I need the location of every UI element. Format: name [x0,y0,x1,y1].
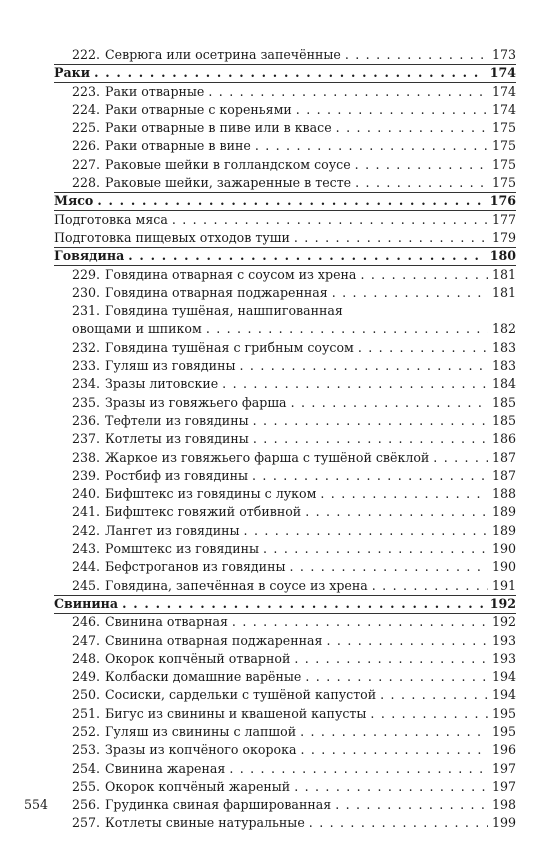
dot-leader [380,686,488,704]
entry-title: Бифштекс говяжий отбивной [105,504,302,520]
section-title: Раки [54,65,91,81]
entry-page: 174 [491,83,516,99]
dot-leader [128,247,485,265]
entry-label [54,192,93,210]
dot-leader [332,284,488,302]
entry-page: 181 [491,266,516,282]
entry-label [54,632,323,650]
section-rule-bottom [54,265,516,266]
entry-number: 257. [72,815,101,831]
entry-label [54,449,429,467]
entry-number: 235. [72,394,101,410]
entry-label [54,558,286,576]
entry-number: 236. [72,412,101,428]
entry-page: 196 [491,742,516,758]
entry-label [54,284,328,302]
entry-page: 174 [491,101,516,117]
dot-leader [300,723,488,741]
section-title: Свинина [54,595,119,611]
entry-number: 239. [72,467,101,483]
toc-entry [54,814,516,832]
entry-title: Раки отварные [105,83,205,99]
entry-label [54,247,124,265]
entry-label [54,741,296,759]
toc-section-heading [54,595,516,613]
entry-label [54,796,331,814]
entry-number: 243. [72,541,101,557]
toc-entry [54,632,516,650]
entry-label [54,119,332,137]
entry-label [54,778,290,796]
entry-title: Говядина, запечённая в соусе из хрена [105,577,368,593]
entry-title: Подготовка мяса [54,211,168,227]
entry-page: 185 [491,394,516,410]
entry-page: 186 [491,431,516,447]
toc-section-heading [54,64,516,82]
entry-label [54,394,287,412]
entry-number: 223. [72,83,101,99]
dot-leader [294,778,488,796]
entry-label [54,211,168,229]
entry-page: 175 [491,156,516,172]
entry-page: 193 [491,650,516,666]
dot-leader [360,266,488,284]
entry-title: Свинина отварная [105,614,228,630]
toc-entry [54,339,516,357]
entry-page: 175 [491,175,516,191]
entry-title: Свинина отварная поджаренная [105,632,323,648]
entry-title: Котлеты из говядины [105,431,249,447]
dot-leader [122,595,486,613]
entry-label [54,650,290,668]
entry-title: Грудинка свиная фаршированная [105,797,332,813]
entry-title: Гуляш из свинины с лапшой [105,723,297,739]
entry-number: 245. [72,577,101,593]
entry-label [54,412,249,430]
dot-leader [208,83,488,101]
toc-entry [54,430,516,448]
entry-label [54,668,301,686]
dot-leader [291,394,488,412]
entry-label [54,430,249,448]
section-title: Говядина [54,248,125,264]
entry-label [54,540,259,558]
dot-leader [252,467,488,485]
toc-entry [54,668,516,686]
entry-number: 237. [72,431,101,447]
dot-leader [229,760,488,778]
entry-number: 248. [72,650,101,666]
dot-leader [327,632,488,650]
toc-entry [54,558,516,576]
entry-page: 176 [489,193,516,209]
entry-title: Колбаски домашние варёные [105,669,302,685]
toc-entry [54,485,516,503]
toc-entry [54,577,516,595]
entry-number: 222. [72,47,101,62]
dot-leader [94,64,486,82]
dot-leader [240,357,488,375]
entry-number: 252. [72,723,101,739]
dot-leader [294,650,488,668]
entry-label [54,101,292,119]
entry-page: 175 [491,138,516,154]
entry-page: 183 [491,358,516,374]
entry-title: Бигус из свинины и квашеной капусты [105,705,367,721]
entry-number: 244. [72,559,101,575]
toc-entry [54,650,516,668]
dot-leader [335,796,488,814]
entry-page: 182 [491,321,516,337]
entry-page: 179 [491,229,516,245]
dot-leader [345,46,488,64]
toc-entry [54,796,516,814]
entry-label [54,577,368,595]
toc-entry [54,284,516,302]
toc-entry [54,613,516,631]
entry-title: Зразы литовские [105,376,219,392]
entry-label [54,229,290,247]
entry-page: 194 [491,687,516,703]
entry-number: 230. [72,284,101,300]
entry-number: 254. [72,760,101,776]
toc-section-heading [54,247,516,265]
entry-label [54,467,248,485]
dot-leader [172,211,488,229]
entry-label [54,814,305,832]
dot-leader [296,101,488,119]
entry-page: 195 [491,705,516,721]
entry-page: 183 [491,339,516,355]
dot-leader [206,320,488,338]
toc-entry [54,302,516,320]
entry-page: 180 [489,248,516,264]
entry-number: 256. [72,797,101,813]
toc-entry [54,760,516,778]
entry-label [54,266,356,284]
entry-title: Говядина отварная поджаренная [105,284,328,300]
toc-section-heading [54,192,516,210]
section-title: Мясо [54,193,94,209]
dot-leader [305,668,488,686]
entry-page: 190 [491,559,516,575]
section-rule-bottom [54,210,516,211]
entry-page: 185 [491,412,516,428]
entry-page: 193 [491,632,516,648]
entry-label [54,46,341,64]
dot-leader [232,613,488,631]
entry-number: 253. [72,742,101,758]
entry-title: Зразы из копчёного окорока [105,742,297,758]
dot-leader [263,540,488,558]
entry-number: 240. [72,486,101,502]
entry-title: Раковые шейки в голландском соусе [105,156,351,172]
toc-entry [54,101,516,119]
entry-number: 231. [72,303,101,319]
entry-label [54,357,236,375]
dot-leader [255,137,488,155]
entry-page: 187 [491,467,516,483]
entry-page: 194 [491,669,516,685]
entry-page: 195 [491,723,516,739]
entry-number: 228. [72,175,101,191]
toc-entry [54,83,516,101]
dot-leader [355,156,488,174]
dot-leader [300,741,487,759]
toc-entry [54,686,516,704]
entry-page: 197 [491,760,516,776]
toc-entry [54,46,516,64]
entry-label [54,64,90,82]
dot-leader [253,430,488,448]
entry-title: Бефстроганов из говядины [105,559,286,575]
entry-page: 187 [491,449,516,465]
entry-number: 255. [72,778,101,794]
toc-entry [54,137,516,155]
dot-leader [253,412,488,430]
entry-title: Подготовка пищевых отходов туши [54,229,290,245]
dot-leader [336,119,488,137]
entry-page: 198 [491,797,516,813]
dot-leader [309,814,488,832]
entry-number: 233. [72,358,101,374]
section-rule-top [54,64,516,65]
toc-entry [54,266,516,284]
section-rule-top [54,247,516,248]
toc-entry [54,119,516,137]
dot-leader [370,705,488,723]
dot-leader [294,229,488,247]
dot-leader [355,174,488,192]
entry-label [54,83,204,101]
entry-page: 197 [491,778,516,794]
entry-title: Раки отварные с кореньями [105,101,292,117]
entry-title: Жаркое из говяжьего фарша с тушёной свёклой [105,449,430,465]
section-rule-top [54,192,516,193]
toc-entry [54,412,516,430]
entry-title: Лангет из говядины [105,522,240,538]
page-number: 554 [24,797,49,812]
entry-title: Ростбиф из говядины [105,467,249,483]
entry-number: 250. [72,687,101,703]
entry-label [54,339,354,357]
toc-entry [54,467,516,485]
entry-page: 173 [491,47,516,62]
section-rule-top [54,595,516,596]
entry-label [54,522,240,540]
table-of-contents [54,46,516,833]
entry-label [54,375,218,393]
entry-label [54,320,202,338]
dot-leader [290,558,488,576]
entry-label [54,595,118,613]
entry-label [54,156,351,174]
entry-label [54,723,296,741]
entry-number: 234. [72,376,101,392]
entry-label [54,613,228,631]
entry-number: 226. [72,138,101,154]
toc-entry [54,375,516,393]
entry-title: Окорок копчёный отварной [105,650,291,666]
dot-leader [433,449,488,467]
entry-title: Говядина тушёная, нашпигованная [105,303,343,319]
toc-entry [54,705,516,723]
entry-number: 229. [72,266,101,282]
entry-page: 192 [489,595,516,611]
entry-page: 175 [491,120,516,136]
entry-number: 232. [72,339,101,355]
dot-leader [305,503,488,521]
entry-number: 227. [72,156,101,172]
toc-entry [54,723,516,741]
entry-page: 192 [491,614,516,630]
toc-entry [54,522,516,540]
entry-number: 249. [72,669,101,685]
entry-page: 184 [491,376,516,392]
dot-leader [320,485,488,503]
entry-page: 199 [491,815,516,831]
entry-title: Гуляш из говядины [105,358,236,374]
dot-leader [358,339,488,357]
entry-number: 247. [72,632,101,648]
entry-number: 225. [72,120,101,136]
entry-title: Говядина тушёная с грибным соусом [105,339,354,355]
entry-number: 246. [72,614,101,630]
toc-entry [54,503,516,521]
toc-entry [54,211,516,229]
entry-number: 251. [72,705,101,721]
toc-entry [54,156,516,174]
toc-entry [54,394,516,412]
section-rule-bottom [54,613,516,614]
entry-title: Севрюга или осетрина запечённые [105,47,341,62]
entry-label [54,760,225,778]
dot-leader [97,192,485,210]
entry-page: 188 [491,486,516,502]
entry-page: 189 [491,504,516,520]
entry-label [54,302,343,320]
toc-entry [54,174,516,192]
toc-entry [54,357,516,375]
entry-label [54,174,351,192]
entry-number: 241. [72,504,101,520]
entry-label [54,705,366,723]
entry-title: Раки отварные в вине [105,138,251,154]
entry-title: Тефтели из говядины [105,412,249,428]
entry-page: 177 [491,211,516,227]
toc-entry [54,449,516,467]
toc-entry [54,540,516,558]
entry-title: Раки отварные в пиве или в квасе [105,120,332,136]
entry-page: 189 [491,522,516,538]
entry-label [54,503,301,521]
entry-title-continuation: овощами и шпиком [72,321,202,337]
entry-title: Ромштекс из говядины [105,541,260,557]
dot-leader [372,577,488,595]
entry-title: Говядина отварная с соусом из хрена [105,266,357,282]
toc-entry [54,778,516,796]
entry-page: 181 [491,284,516,300]
entry-label [54,485,316,503]
entry-number: 242. [72,522,101,538]
entry-page: 191 [491,577,516,593]
toc-entry [54,229,516,247]
entry-title: Раковые шейки, зажаренные в тесте [105,175,352,191]
entry-title: Зразы из говяжьего фарша [105,394,287,410]
entry-page: 174 [489,65,516,81]
entry-label [54,686,376,704]
dot-leader [244,522,488,540]
toc-entry-continuation [54,320,516,338]
entry-label [54,137,251,155]
entry-number: 224. [72,101,101,117]
entry-title: Окорок копчёный жареный [105,778,291,794]
dot-leader [222,375,488,393]
entry-title: Бифштекс из говядины с луком [105,486,317,502]
entry-number: 238. [72,449,101,465]
entry-title: Свинина жареная [105,760,226,776]
entry-page: 190 [491,541,516,557]
entry-title: Котлеты свиные натуральные [105,815,305,831]
toc-entry [54,741,516,759]
entry-title: Сосиски, сардельки с тушёной капустой [105,687,377,703]
section-rule-bottom [54,82,516,83]
